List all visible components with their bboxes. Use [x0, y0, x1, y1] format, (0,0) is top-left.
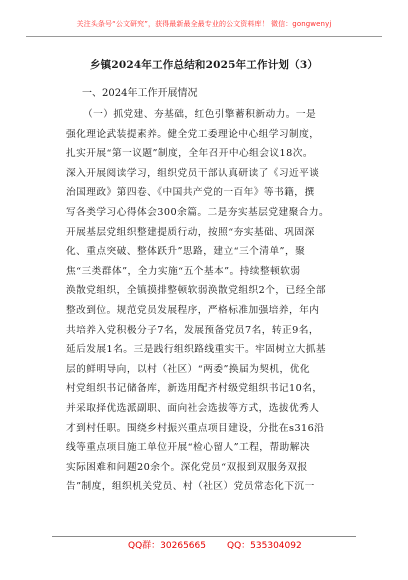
body-line: 焦“三类群体”，全力实施“五个基本”。持续整顿软弱: [66, 265, 301, 277]
body-line: 才到村任职。围绕乡村振兴重点项目建设，分批在s316沿: [66, 422, 325, 434]
body-line: 涣散党组织，全镇摸排整顿软弱涣散党组织2个，已经全部: [66, 285, 327, 297]
body-line: 并采取择优选派副职、面向社会选拔等方式，选拔优秀人: [66, 402, 320, 414]
footer-qq-number: QQ：535304092: [227, 541, 302, 551]
body-line: 层的鲜明导向，以村（社区）“两委”换届为契机，优化: [66, 363, 310, 375]
document-body: [66, 105, 348, 497]
banner-divider: [26, 36, 382, 37]
body-line: （一）抓党建、夯基础，红色引擎蓄积新动力。一是: [83, 109, 317, 120]
body-line: 共培养入党积极分子7名，发展预备党员7名，转正9名，: [66, 324, 320, 336]
body-line: 化、重点突破、整体跃升”思路，建立“三个清单”，聚: [66, 246, 306, 258]
body-line: 强化理论武装提素养。健全党工委理论中心组学习制度，: [66, 128, 320, 140]
footer-divider: [52, 536, 356, 537]
body-line: 延后发展1名。三是践行组织路线重实干。牢固树立大抓基: [66, 344, 327, 356]
body-line: 实际困难和问题20余个。深化党员“双报到双服务双报: [66, 461, 308, 473]
footer-qq-group: QQ群：30265665: [128, 541, 206, 551]
promo-banner: 关注头条号“公文研究”，获得最新最全最专业的公文资料库！ 微信：gongwenyj: [76, 20, 332, 28]
body-line: 线等重点项目施工单位开展“检心留人”工程，帮助解决: [66, 442, 310, 454]
body-line: 深入开展阅读学习，组织党员干部认真研读了《习近平谈: [66, 167, 320, 179]
document-title: 乡镇2024年工作总结和2025年工作计划（3）: [89, 59, 319, 71]
section-heading: 一、2024年工作开展情况: [82, 88, 198, 99]
body-line: 扎实开展“第一议题”制度，全年召开中心组会议18次。: [66, 148, 314, 160]
body-line: 治国理政》第四卷、《中国共产党的一百年》等书籍，撰: [66, 187, 315, 199]
body-line: 整改到位。规范党员发展程序，严格标准加强培养，年内: [66, 304, 320, 316]
body-line: 开展基层党组织整建提质行动，按照“夯实基础、巩固深: [66, 226, 315, 238]
body-line: 告”制度，组织机关党员、村（社区）党员常态化下沉一: [66, 481, 315, 493]
body-line: 写各类学习心得体会300余篇。二是夯实基层党建聚合力。: [66, 206, 330, 218]
body-line: 村党组织书记储备库，新选用配齐村级党组织书记10名，: [66, 383, 323, 395]
